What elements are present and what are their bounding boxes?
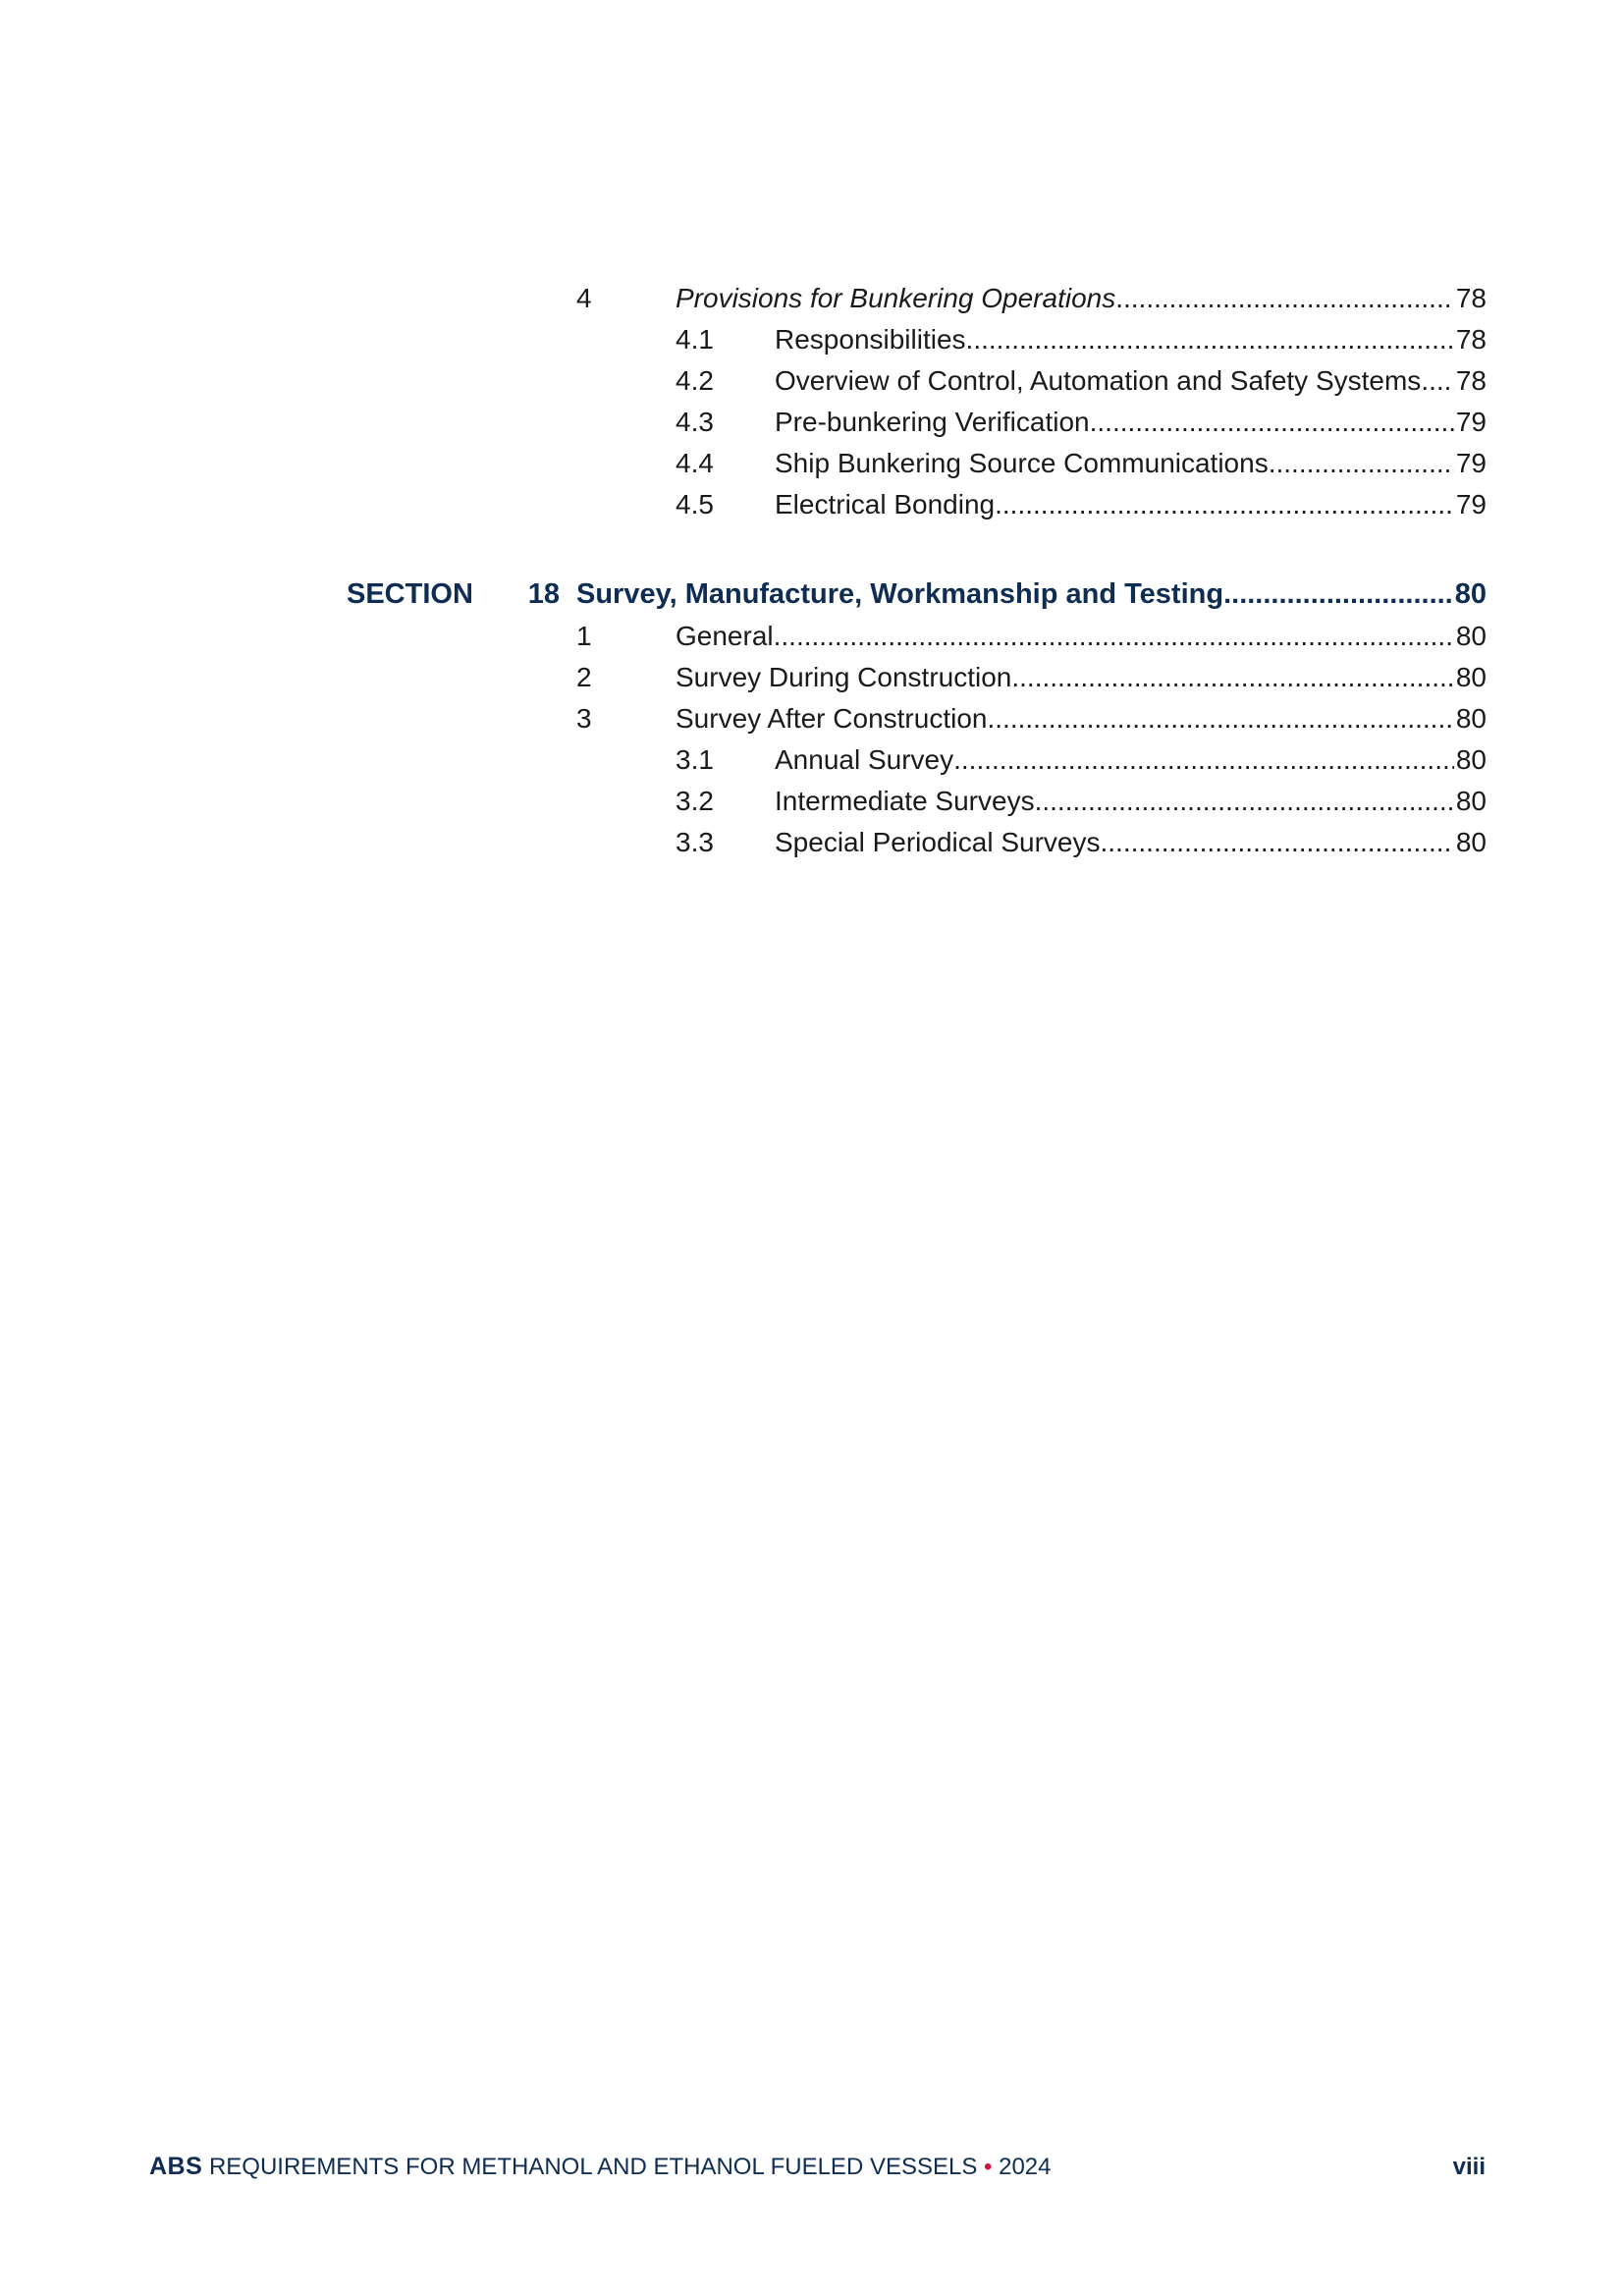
toc-entry-title: Pre-bunkering Verification [775, 407, 1090, 437]
toc-leader-dots [1101, 822, 1454, 863]
toc-entry-title: Survey During Construction [676, 662, 1012, 692]
toc-entry-3[interactable] [576, 698, 1487, 739]
toc-entry-4-2[interactable] [676, 360, 1487, 402]
toc-entry-page: 80 [1455, 786, 1487, 816]
toc-entry-number: 4.2 [676, 365, 714, 396]
footer-bullet: • [984, 2154, 993, 2180]
section-number: 18 [527, 578, 560, 610]
toc-entry-page: 78 [1455, 365, 1487, 396]
toc-entry-number: 2 [576, 662, 592, 692]
toc-entry-number: 3.1 [676, 744, 714, 775]
toc-entry-page: 80 [1455, 662, 1487, 692]
toc-entry-title: Annual Survey [775, 744, 954, 775]
footer-title-text: REQUIREMENTS FOR METHANOL AND ETHANOL FUELED VESSELS [208, 2154, 978, 2180]
toc-leader-dots [1115, 278, 1454, 319]
toc-leader-dots [1090, 402, 1454, 443]
toc-entry-number: 4.5 [676, 489, 714, 519]
toc-entry-page: 78 [1455, 283, 1487, 313]
toc-leader-dots [1421, 360, 1454, 402]
toc-entry-number: 4 [576, 283, 592, 313]
abs-logo: ABS [149, 2153, 203, 2180]
toc-entry-3-3[interactable] [676, 822, 1487, 863]
toc-entry-number: 4.1 [676, 324, 714, 355]
footer-document-title [149, 2153, 1051, 2181]
section-label: SECTION [347, 578, 473, 610]
toc-entry-page: 79 [1455, 407, 1487, 437]
toc-entry-page: 80 [1455, 744, 1487, 775]
toc-entry-title: Provisions for Bunkering Operations [676, 283, 1116, 313]
toc-leader-dots [995, 484, 1454, 525]
toc-entry-number: 3 [576, 703, 592, 734]
toc-leader-dots [1011, 657, 1453, 698]
toc-entry-4-5[interactable] [676, 484, 1487, 525]
page-footer [149, 2153, 1486, 2181]
toc-leader-dots [774, 616, 1454, 657]
toc-entry-page: 79 [1455, 489, 1487, 519]
toc-leader-dots [1223, 573, 1453, 616]
toc-entry-page: 80 [1455, 703, 1487, 734]
toc-entry-number: 3.3 [676, 827, 714, 857]
toc-entry-page: 80 [1455, 621, 1487, 651]
toc-section-18[interactable] [576, 573, 1487, 616]
toc-entry-4-4[interactable] [676, 443, 1487, 484]
toc-entry-number: 3.2 [676, 786, 714, 816]
toc-entry-page: 80 [1455, 827, 1487, 857]
toc-entry-title: Survey After Construction [676, 703, 988, 734]
toc-entry-title: Ship Bunkering Source Communications [775, 448, 1269, 478]
toc-entry-4-1[interactable] [676, 319, 1487, 360]
toc-entry-title: Electrical Bonding [775, 489, 996, 519]
toc-entry-title: Intermediate Surveys [775, 786, 1035, 816]
toc-leader-dots [966, 319, 1454, 360]
toc-entry-3-1[interactable] [676, 739, 1487, 781]
toc-entry-title: Special Periodical Surveys [775, 827, 1101, 857]
section-page: 80 [1454, 578, 1487, 610]
toc-entry-page: 78 [1455, 324, 1487, 355]
toc-entry-4-3[interactable] [676, 402, 1487, 443]
toc-entry-4[interactable] [576, 278, 1487, 319]
toc-entry-2[interactable] [576, 657, 1487, 698]
toc-entry-title: Responsibilities [775, 324, 966, 355]
toc-leader-dots [987, 698, 1453, 739]
toc-entry-page: 79 [1455, 448, 1487, 478]
toc-entry-1[interactable] [576, 616, 1487, 657]
toc-entry-title: General [676, 621, 774, 651]
toc-entry-title: Overview of Control, Automation and Safety Systems [775, 365, 1422, 396]
footer-year: 2024 [999, 2154, 1052, 2180]
toc-entry-number: 1 [576, 621, 592, 651]
section-title: Survey, Manufacture, Workmanship and Testing [576, 578, 1224, 610]
page-number: viii [1452, 2154, 1486, 2180]
toc-entry-3-2[interactable] [676, 781, 1487, 822]
toc-leader-dots [1035, 781, 1454, 822]
toc-leader-dots [1269, 443, 1454, 484]
toc-leader-dots [953, 739, 1454, 781]
toc-entry-number: 4.4 [676, 448, 714, 478]
toc-entry-number: 4.3 [676, 407, 714, 437]
